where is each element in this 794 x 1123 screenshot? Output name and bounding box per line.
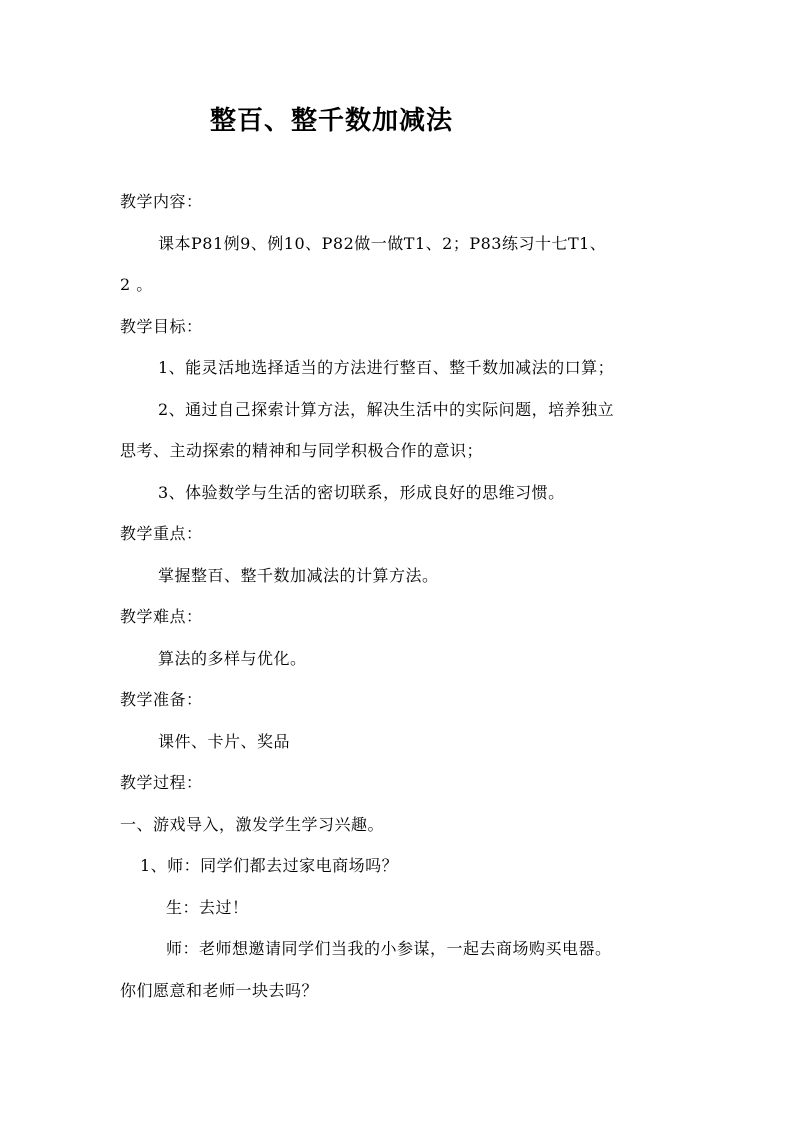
content-text-line-2: 2 。 [120, 275, 153, 294]
goal-3: 3、体验数学与生活的密切联系，形成良好的思维习惯。 [158, 483, 565, 502]
section-1-heading: 一、游戏导入，激发学生学习兴趣。 [120, 815, 385, 834]
preparation-heading: 教学准备： [120, 690, 203, 709]
goals-heading: 教学目标： [120, 317, 203, 336]
key-point-text: 掌握整百、整千数加减法的计算方法。 [158, 566, 439, 585]
student-reply: 生：去过！ [166, 898, 249, 917]
preparation-text: 课件、卡片、奖品 [158, 732, 291, 751]
goal-2-line-2: 思考、主动探索的精神和与同学积极合作的意识； [120, 441, 484, 460]
teacher-line-1: 师：老师想邀请同学们当我的小参谋，一起去商场购买电器。 [166, 939, 612, 958]
goal-1: 1、能灵活地选择适当的方法进行整百、整千数加减法的口算； [158, 358, 615, 377]
key-point-heading: 教学重点： [120, 524, 203, 543]
teacher-line-2: 你们愿意和老师一块去吗？ [120, 981, 319, 1000]
process-heading: 教学过程： [120, 773, 203, 792]
goal-2-line-1: 2、通过自己探索计算方法，解决生活中的实际问题，培养独立 [158, 400, 615, 419]
content-heading: 教学内容： [120, 192, 203, 211]
content-text-line-1: 课本P81例9、例10、P82做一做T1、2；P83练习十七T1、 [158, 234, 607, 253]
difficulty-heading: 教学难点： [120, 607, 203, 626]
step-1-teacher: 1、师：同学们都去过家电商场吗？ [140, 856, 399, 875]
difficulty-text: 算法的多样与优化。 [158, 649, 307, 668]
document-title: 整百、整千数加减法 [210, 106, 454, 136]
